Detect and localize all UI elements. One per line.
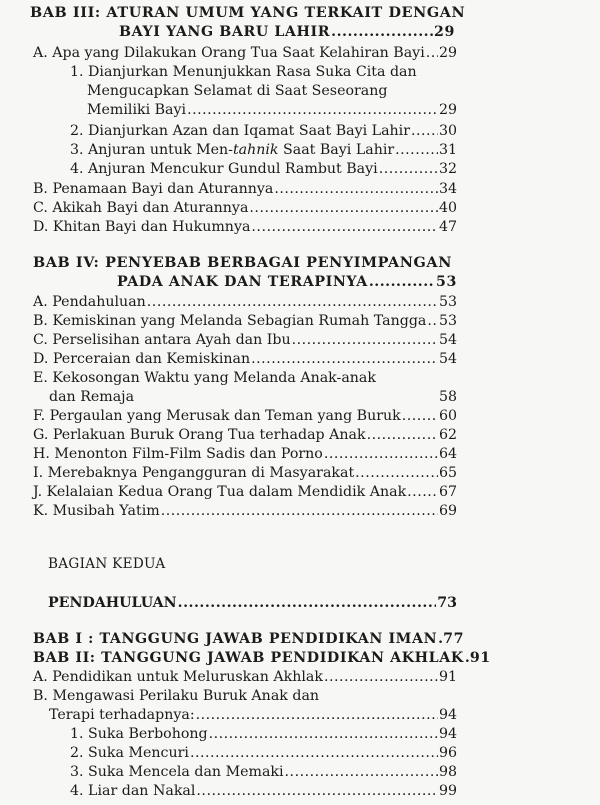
toc-entry-text: A. Apa yang Dilakukan Orang Tua Saat Kelahiran Bayi — [33, 45, 425, 61]
toc-entry-text: G. Perlakuan Buruk Orang Tua terhadap Anak — [33, 427, 366, 443]
toc-entry-text: H. Menonton Film-Film Sadis dan Porno — [33, 446, 323, 462]
toc-entry-text: D. Khitan Bayi dan Hukumnya — [33, 219, 251, 235]
leader-dots — [369, 273, 435, 291]
leader-dots — [147, 293, 438, 311]
toc-entry-text: 1. Suka Berbohong — [70, 726, 208, 742]
toc-entry-bab2-b4 — [70, 782, 457, 800]
toc-entry-page: 96 — [438, 745, 457, 761]
toc-entry-text — [70, 141, 394, 159]
toc-entry-text: K. Musibah Yatim — [33, 503, 160, 519]
toc-entry-page: 91 — [438, 669, 457, 685]
toc-entry-text: 2. Suka Mencuri — [70, 745, 189, 761]
toc-entry-text: PENDAHULUAN — [48, 595, 177, 611]
toc-entry-bab2-a — [33, 668, 457, 686]
leader-dots — [161, 502, 438, 520]
bab4-title-line2: PADA ANAK DAN TERAPINYA — [117, 274, 368, 290]
toc-entry-text: C. Perselisihan antara Ayah dan Ibu — [33, 332, 291, 348]
toc-entry-page: 99 — [438, 783, 457, 799]
toc-entry-page: 53 — [438, 294, 457, 310]
toc-entry-page: 64 — [438, 446, 457, 462]
toc-entry-page: 91 — [469, 650, 491, 666]
toc-entry-page: 67 — [438, 484, 457, 500]
toc-entry-page: 29 — [438, 102, 457, 118]
toc-entry-bab3-a1-line1: 1. Dianjurkan Menunjukkan Rasa Suka Cita dan — [70, 64, 417, 80]
toc-entry-bab2-b1 — [70, 725, 457, 743]
leader-dots — [426, 44, 438, 62]
toc-entry-bab3-a — [33, 44, 457, 62]
toc-entry-bab4-c — [33, 331, 457, 349]
leader-dots — [402, 407, 438, 425]
toc-entry-page: 40 — [438, 200, 457, 216]
leader-dots — [411, 122, 438, 140]
toc-entry-text: B. Kemiskinan yang Melanda Sebagian Rumah Tangga — [33, 313, 427, 329]
toc-entry-text-pre: 3. Anjuran untuk Men- — [70, 142, 233, 158]
leader-dots — [190, 744, 438, 762]
leader-dots — [438, 630, 442, 648]
toc-entry-text: 3. Suka Mencela dan Memaki — [70, 764, 284, 780]
bab4-title-line2-row — [117, 273, 457, 291]
toc-entry-text: BAB II: TANGGUNG JAWAB PENDIDIKAN AKHLAK — [33, 650, 464, 666]
toc-entry-text: C. Akikah Bayi dan Aturannya — [33, 200, 249, 216]
toc-entry-bab4-i — [33, 464, 457, 482]
leader-dots — [251, 218, 438, 236]
section-title: BAGIAN KEDUA — [48, 556, 166, 572]
toc-entry-text: D. Perceraian dan Kemiskinan — [33, 351, 251, 367]
toc-entry-bab4-a — [33, 293, 457, 311]
toc-entry-text: A. Pendahuluan — [33, 294, 146, 310]
toc-entry-text-post: Saat Bayi Lahir — [278, 142, 395, 158]
bab3-page: 29 — [434, 24, 455, 40]
toc-entry-page: 30 — [438, 123, 457, 139]
toc-entry-text: dan Remaja — [49, 389, 135, 405]
bab3-title-line2: BAYI YANG BARU LAHIR — [119, 24, 331, 40]
bab3-title-line2-row — [119, 23, 455, 41]
toc-entry-bab4-j — [33, 483, 457, 501]
toc-entry-bab3-c — [33, 199, 457, 217]
leader-dots — [324, 668, 438, 686]
toc-entry-bab2-b2 — [70, 744, 457, 762]
leader-dots — [274, 180, 438, 198]
toc-entry-page: 53 — [438, 313, 457, 329]
toc-entry-text-italic: tahnik — [232, 142, 279, 158]
toc-entry-text: 2. Dianjurkan Azan dan Iqamat Saat Bayi Lahir — [70, 123, 410, 139]
toc-entry-bab4-d — [33, 350, 457, 368]
toc-entry-page: 62 — [438, 427, 457, 443]
toc-entry-text: 4. Anjuran Mencukur Gundul Rambut Bayi — [70, 161, 378, 177]
leader-dots — [324, 445, 438, 463]
toc-entry-page: 60 — [438, 408, 457, 424]
toc-entry-pendahuluan — [48, 594, 457, 612]
leader-dots — [285, 763, 438, 781]
toc-entry-bab2 — [33, 649, 491, 667]
toc-entry-bab2-b-line1: B. Mengawasi Perilaku Buruk Anak dan — [33, 688, 320, 704]
toc-entry-text: J. Kelalaian Kedua Orang Tua dalam Mendidik Anak — [33, 484, 407, 500]
toc-entry-bab3-a1 — [87, 101, 457, 119]
leader-dots — [395, 141, 438, 159]
toc-entry-page: 54 — [438, 332, 457, 348]
toc-entry-bab4-h — [33, 445, 457, 463]
bab4-page: 53 — [436, 274, 457, 290]
toc-entry-page: 34 — [438, 181, 457, 197]
toc-entry-text: B. Penamaan Bayi dan Aturannya — [33, 181, 274, 197]
toc-entry-text: I. Merebaknya Pengangguran di Masyarakat — [33, 465, 355, 481]
toc-entry-bab3-a4 — [70, 160, 457, 178]
leader-dots — [407, 483, 438, 501]
toc-entry-bab3-a3 — [70, 141, 457, 159]
leader-dots — [196, 782, 438, 800]
leader-dots — [249, 199, 438, 217]
toc-entry-bab2-b — [49, 706, 457, 724]
toc-entry-page: 29 — [438, 45, 457, 61]
leader-dots — [331, 23, 433, 41]
toc-entry-page: 65 — [438, 465, 457, 481]
toc-entry-bab3-d — [33, 218, 457, 236]
toc-entry-page: 47 — [438, 219, 457, 235]
toc-entry-bab4-k — [33, 502, 457, 520]
toc-entry-bab2-b3 — [70, 763, 457, 781]
leader-dots — [187, 101, 438, 119]
toc-entry-bab4-g — [33, 426, 457, 444]
leader-dots — [178, 594, 437, 612]
toc-entry-bab4-e — [49, 388, 457, 406]
leader-dots — [251, 350, 438, 368]
toc-entry-bab3-b — [33, 180, 457, 198]
toc-entry-bab4-f — [33, 407, 457, 425]
toc-entry-page: 73 — [437, 595, 457, 611]
leader-dots — [379, 160, 438, 178]
toc-entry-text: A. Pendidikan untuk Meluruskan Akhlak — [33, 669, 323, 685]
leader-dots — [355, 464, 438, 482]
leader-dots — [367, 426, 438, 444]
toc-entry-page: 98 — [438, 764, 457, 780]
toc-entry-page: 32 — [438, 161, 457, 177]
toc-entry-text: BAB I : TANGGUNG JAWAB PENDIDIKAN IMAN — [33, 631, 438, 647]
toc-entry-page: 94 — [438, 726, 457, 742]
toc-entry-text: F. Pergaulan yang Merusak dan Teman yang Buruk — [33, 408, 401, 424]
toc-entry-bab3-a1-line2: Mengucapkan Selamat di Saat Seseorang — [87, 83, 388, 99]
toc-entry-bab4-e-line1: E. Kekosongan Waktu yang Melanda Anak-anak — [33, 370, 376, 386]
leader-dots — [209, 725, 438, 743]
leader-dots — [292, 331, 438, 349]
toc-entry-page: 69 — [438, 503, 457, 519]
toc-entry-page: 54 — [438, 351, 457, 367]
leader-dots — [196, 706, 438, 724]
toc-entry-bab1 — [33, 630, 465, 648]
bab3-title-line1: BAB III: ATURAN UMUM YANG TERKAIT DENGAN — [30, 4, 466, 21]
toc-entry-text: Memiliki Bayi — [87, 102, 187, 118]
toc-entry-bab4-b — [33, 312, 457, 330]
toc-entry-text: 4. Liar dan Nakal — [70, 783, 196, 799]
toc-entry-page: 58 — [438, 389, 457, 405]
leader-dots — [427, 312, 438, 330]
toc-entry-page: 77 — [443, 631, 465, 647]
bab4-title-line1: BAB IV: PENYEBAB BERBAGAI PENYIMPANGAN — [33, 254, 452, 271]
toc-entry-bab3-a2 — [70, 122, 457, 140]
toc-entry-page: 94 — [438, 707, 457, 723]
toc-entry-page: 31 — [438, 142, 457, 158]
toc-entry-text: Terapi terhadapnya: — [49, 707, 195, 723]
leader-dots — [465, 649, 469, 667]
